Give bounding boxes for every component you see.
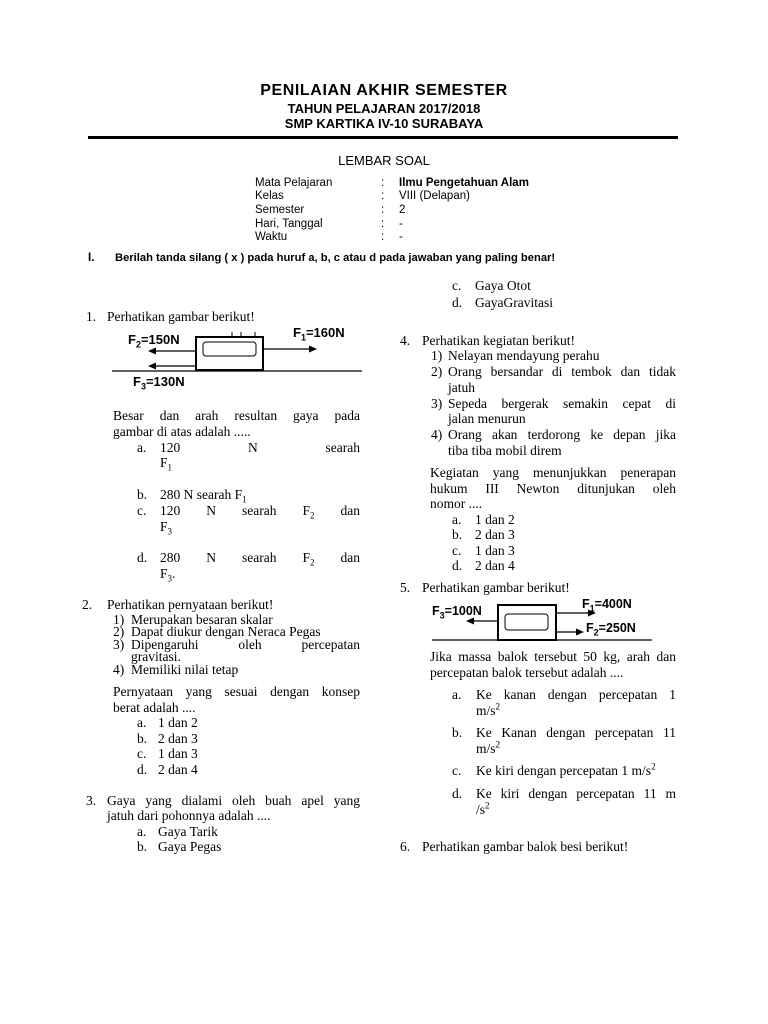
info-colon: : xyxy=(381,177,385,189)
q4-item-cont: tiba tiba mobil direm xyxy=(448,443,562,458)
q4-item: Orang akan terdorong ke depan jika xyxy=(448,427,676,442)
q5-stem-line2: percepatan balok tersebut adalah .... xyxy=(430,665,624,680)
q1-prompt: Perhatikan gambar berikut! xyxy=(107,309,255,324)
q5-block-inner xyxy=(505,614,548,630)
q1-stem-line2: gambar di atas adalah ..... xyxy=(113,424,251,439)
q1-label-f3: $F_3=130N$ xyxy=(133,374,185,392)
q6-prompt: Perhatikan gambar balok besi berikut! xyxy=(422,839,629,854)
q4-stem-line2: hukum III Newton ditunjukan oleh xyxy=(430,481,676,496)
q4-item-cont: jatuh xyxy=(448,380,475,395)
q4-prompt: Perhatikan kegiatan berikut! xyxy=(422,333,575,348)
q2-item-number: 2) xyxy=(113,624,125,639)
q2-item: Memiliki nilai tetap xyxy=(131,662,239,677)
q4-item-number: 3) xyxy=(431,396,443,411)
q4-item: Nelayan mendayung perahu xyxy=(448,348,600,363)
q2-item-cont: gravitasi. xyxy=(131,649,181,664)
q2-item: Dapat diukur dengan Neraca Pegas xyxy=(131,624,321,639)
q5-block xyxy=(498,605,556,640)
info-colon: : xyxy=(381,190,385,202)
q5-number: 5. xyxy=(400,580,411,595)
q3-stem-line1: Gaya yang dialami oleh buah apel yang xyxy=(107,793,360,808)
q1-number: 1. xyxy=(86,309,97,324)
q1-stem-line1: Besar dan arah resultan gaya pada xyxy=(113,408,360,423)
info-colon: : xyxy=(381,204,385,216)
q4-item: Orang bersandar di tembok dan tidak xyxy=(448,364,676,379)
q2-item-number: 1) xyxy=(113,612,125,627)
q2-item: Dipengaruhi oleh percepatan xyxy=(131,637,360,652)
q2-number: 2. xyxy=(82,597,93,612)
q5-label-f3: $F_3=100N$ xyxy=(432,604,482,621)
q1-label-f2: $F_2=150N$ xyxy=(128,332,180,350)
info-value-class: VIII (Delapan) xyxy=(399,190,470,202)
q5-label-f1: $F_1=400N$ xyxy=(582,597,632,614)
q4-stem-line3: nomor .... xyxy=(430,496,483,511)
info-label-semester: Semester xyxy=(255,204,305,216)
q2-stem-line1: Pernyataan yang sesuai dengan konsep xyxy=(113,684,360,699)
school-name: SMP KARTIKA IV-10 SURABAYA xyxy=(284,116,484,131)
sheet-title: LEMBAR SOAL xyxy=(338,153,430,168)
exam-title: PENILAIAN AKHIR SEMESTER xyxy=(260,82,508,99)
q4-item-number: 1) xyxy=(431,348,443,363)
section-number: I. xyxy=(88,252,95,264)
q1-label-f1: $F_1=160N$ xyxy=(293,325,345,343)
q2-item-number: 4) xyxy=(113,662,125,677)
info-colon: : xyxy=(381,231,385,243)
info-value-semester: 2 xyxy=(399,204,406,216)
q5-stem-line1: Jika massa balok tersebut 50 kg, arah dan xyxy=(430,649,676,664)
q2-item: Merupakan besaran skalar xyxy=(131,612,273,627)
q2-stem-line2: berat adalah .... xyxy=(113,700,196,715)
info-label-class: Kelas xyxy=(255,190,284,202)
info-value-date: - xyxy=(399,218,403,230)
info-value-subject: Ilmu Pengetahuan Alam xyxy=(399,177,529,189)
info-value-time: - xyxy=(399,231,403,243)
q4-item-number: 4) xyxy=(431,427,443,442)
q6-number: 6. xyxy=(400,839,411,854)
q5-prompt: Perhatikan gambar berikut! xyxy=(422,580,570,595)
q3-number: 3. xyxy=(86,793,97,808)
q3-stem-line2: jatuh dari pohonnya adalah .... xyxy=(107,808,271,823)
q4-item: Sepeda bergerak semakin cepat di xyxy=(448,396,676,411)
q4-stem-line1: Kegiatan yang menunjukkan penerapan xyxy=(430,465,676,480)
info-label-time: Waktu xyxy=(255,231,288,243)
info-label-date: Hari, Tanggal xyxy=(255,218,323,230)
q5-label-f2: $F_2=250N$ xyxy=(586,621,636,638)
q4-item-number: 2) xyxy=(431,364,443,379)
q2-item-number: 3) xyxy=(113,637,125,652)
q2-prompt: Perhatikan pernyataan berikut! xyxy=(107,597,274,612)
info-label-subject: Mata Pelajaran xyxy=(255,177,333,189)
q4-number: 4. xyxy=(400,333,411,348)
section-instruction: Berilah tanda silang ( x ) pada huruf a, b, c atau d pada jawaban yang paling benar! xyxy=(115,252,556,264)
info-colon: : xyxy=(381,218,385,230)
academic-year: TAHUN PELAJARAN 2017/2018 xyxy=(287,101,481,116)
q4-item-cont: jalan menurun xyxy=(448,411,526,426)
